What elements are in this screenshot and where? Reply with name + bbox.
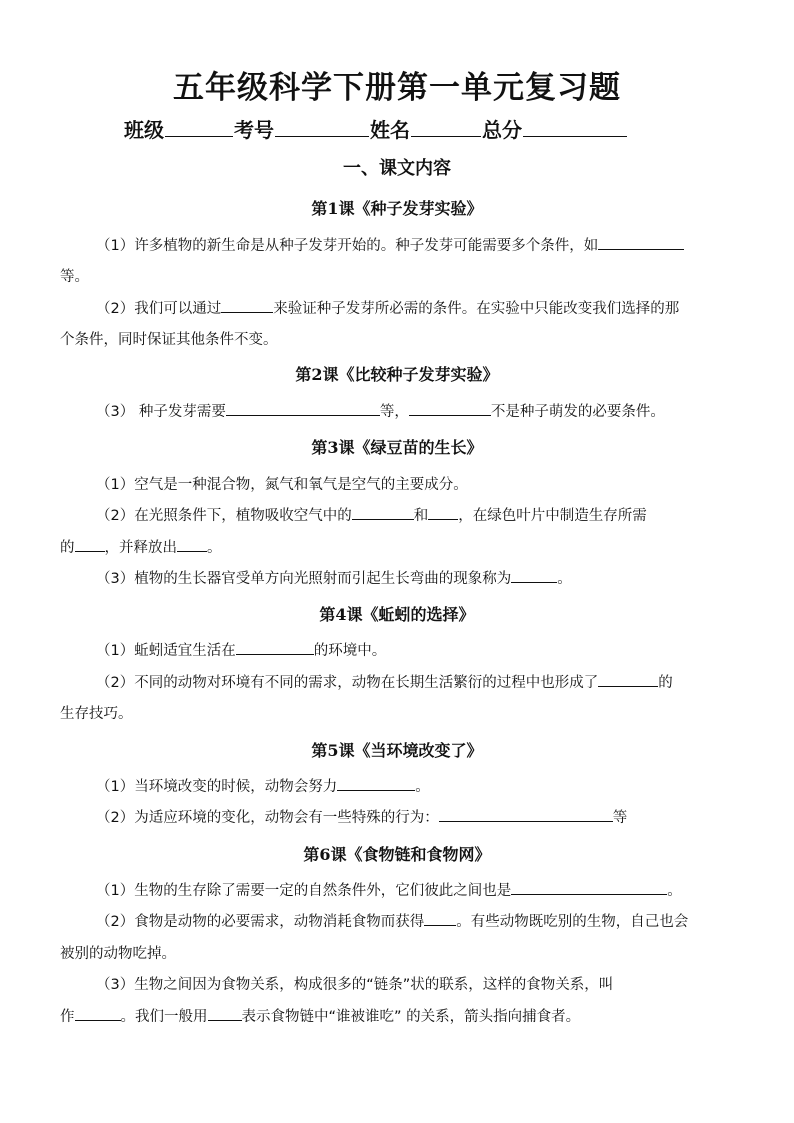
question-line: （3）植物的生长器官受单方向光照射而引起生长弯曲的现象称为 。 [96, 567, 572, 588]
score-label: 总分 [482, 118, 522, 142]
question-line: （2）我们可以通过 来验证种子发芽所必需的条件。在实验中只能改变我们选择的那 [96, 297, 679, 318]
answer-blank[interactable] [428, 505, 458, 520]
name-field[interactable] [411, 116, 481, 137]
answer-blank[interactable] [598, 235, 684, 250]
exam-no-field[interactable] [275, 116, 369, 137]
question-line: （1）空气是一种混合物，氮气和氧气是空气的主要成分。 [96, 477, 468, 493]
question-line: （2）在光照条件下，植物吸收空气中的 和 ，在绿色叶片中制造生存所需 [96, 504, 647, 525]
question-line: （2）食物是动物的必要需求，动物消耗食物而获得 。有些动物既吃别的生物，自己也会 [96, 910, 688, 931]
answer-blank[interactable] [337, 776, 415, 791]
page-title: 五年级科学下册第一单元复习题 [173, 70, 621, 106]
question-line: （1）许多植物的新生命是从种子发芽开始的。种子发芽可能需要多个条件，如 [96, 234, 684, 255]
class-label: 班级 [124, 118, 164, 142]
lesson-title: 第6课《食物链和食物网》 [303, 845, 491, 864]
answer-blank[interactable] [75, 537, 105, 552]
question-line: 等。 [60, 269, 89, 285]
question-line: （2）为适应环境的变化，动物会有一些特殊的行为： 等 [96, 806, 627, 827]
answer-blank[interactable] [511, 568, 557, 583]
score-field[interactable] [523, 116, 627, 137]
question-line: （1）当环境改变的时候，动物会努力 。 [96, 775, 430, 796]
answer-blank[interactable] [75, 1006, 121, 1021]
student-info-line [124, 114, 628, 143]
lesson-title: 第3课《绿豆苗的生长》 [311, 438, 483, 457]
answer-blank[interactable] [424, 911, 456, 926]
answer-blank[interactable] [226, 401, 380, 416]
answer-blank[interactable] [221, 298, 273, 313]
answer-blank[interactable] [598, 672, 658, 687]
lesson-title: 第1课《种子发芽实验》 [311, 199, 483, 218]
class-field[interactable] [165, 116, 233, 137]
question-line: 作 。我们一般用 表示食物链中“谁被谁吃” 的关系，箭头指向捕食者。 [60, 1005, 580, 1026]
question-line: （2）不同的动物对环境有不同的需求，动物在长期生活繁衍的过程中也形成了 的 [96, 671, 673, 692]
lesson-title: 第5课《当环境改变了》 [311, 741, 483, 760]
question-line: 生存技巧。 [60, 706, 133, 722]
question-line: （1）生物的生存除了需要一定的自然条件外，它们彼此之间也是 。 [96, 879, 682, 900]
lesson-title: 第2课《比较种子发芽实验》 [295, 365, 499, 384]
answer-blank[interactable] [409, 401, 491, 416]
question-line: 的 ，并释放出 。 [60, 536, 222, 557]
question-line: （3）生物之间因为食物关系，构成很多的“链条”状的联系，这样的食物关系，叫 [96, 977, 614, 993]
answer-blank[interactable] [177, 537, 207, 552]
section-title: 一、课文内容 [343, 158, 451, 179]
answer-blank[interactable] [352, 505, 414, 520]
lesson-title: 第4课《蚯蚓的选择》 [319, 605, 475, 624]
answer-blank[interactable] [208, 1006, 242, 1021]
answer-blank[interactable] [439, 807, 613, 822]
question-line: 个条件，同时保证其他条件不变。 [60, 332, 278, 348]
answer-blank[interactable] [511, 880, 667, 895]
question-line: 被别的动物吃掉。 [60, 946, 176, 962]
question-line: （1）蚯蚓适宜生活在 的环境中。 [96, 639, 386, 660]
name-label: 姓名 [370, 118, 410, 142]
answer-blank[interactable] [236, 640, 314, 655]
question-line: （3） 种子发芽需要 等， 不是种子萌发的必要条件。 [96, 400, 665, 421]
exam-no-label: 考号 [234, 118, 274, 142]
